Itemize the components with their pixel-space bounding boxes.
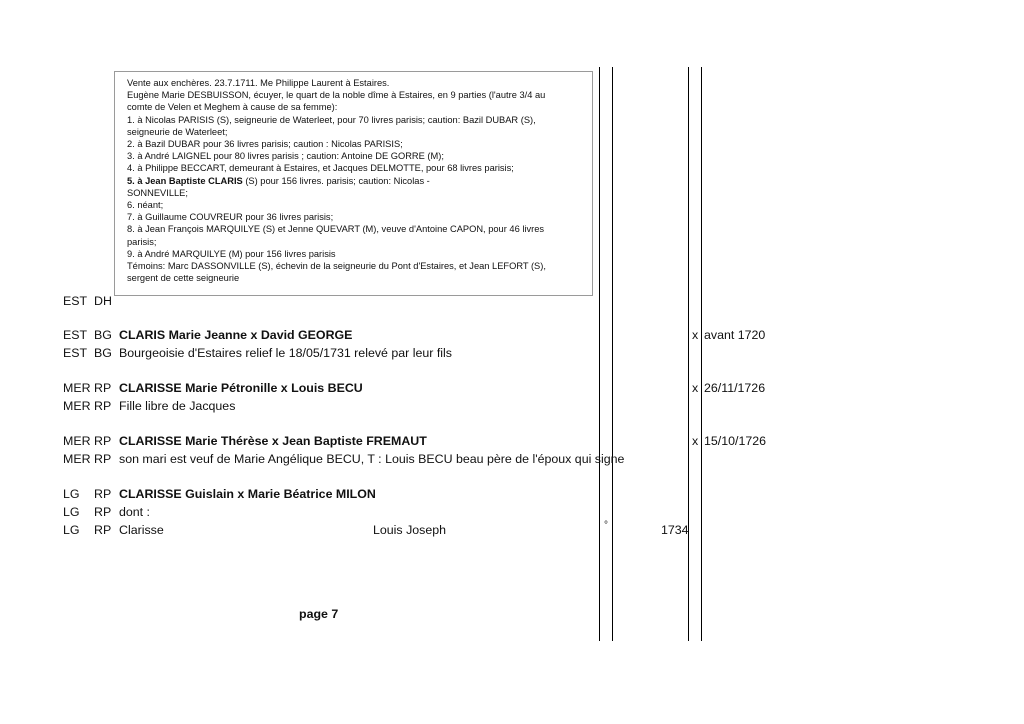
table-row bbox=[0, 397, 1024, 415]
note-line: 1. à Nicolas PARISIS (S), seigneurie de Waterleet, pour 70 livres parisis; caution: Bazil DUBAR (S), bbox=[127, 114, 536, 125]
note-line: comte de Velen et Meghem à cause de sa femme): bbox=[127, 102, 338, 113]
note-text: Fille libre de Jacques bbox=[119, 399, 236, 413]
table-row bbox=[0, 292, 1024, 310]
note-line: sergent de cette seigneurie bbox=[127, 273, 240, 284]
birth-mark: ° bbox=[604, 520, 608, 531]
place-code: LG bbox=[63, 487, 80, 501]
table-row bbox=[0, 344, 1024, 362]
source-code: BG bbox=[94, 346, 112, 360]
source-code: RP bbox=[94, 434, 112, 448]
place-code: LG bbox=[63, 505, 80, 519]
place-code: EST bbox=[63, 294, 88, 308]
place-code: EST bbox=[63, 346, 88, 360]
source-code: RP bbox=[94, 523, 112, 537]
source-code: BG bbox=[94, 328, 112, 342]
note-line: 3. à André LAIGNEL pour 80 livres parisis ; caution: Antoine DE GORRE (M); bbox=[127, 151, 444, 162]
marriage-mark: x bbox=[692, 434, 699, 448]
table-row bbox=[0, 521, 1024, 539]
note-line: 4. à Philippe BECCART, demeurant à Estaires, et Jacques DELMOTTE, pour 68 livres parisis; bbox=[127, 163, 514, 174]
person-name: CLARISSE Marie Pétronille x Louis BECU bbox=[119, 381, 363, 395]
table-row bbox=[0, 379, 1024, 397]
note-line: 9. à André MARQUILYE (M) pour 156 livres parisis bbox=[127, 248, 336, 259]
note-line-5-bold: 5. à Jean Baptiste CLARIS bbox=[127, 175, 243, 186]
note-line: parisis; bbox=[127, 236, 157, 247]
note-line: SONNEVILLE; bbox=[127, 187, 188, 198]
marriage-date: avant 1720 bbox=[704, 328, 766, 342]
person-name: CLARISSE Marie Thérèse x Jean Baptiste FREMAUT bbox=[119, 434, 427, 448]
note-text: dont : bbox=[119, 505, 151, 519]
note-line: 6. néant; bbox=[127, 200, 164, 211]
child-surname: Clarisse bbox=[119, 523, 164, 537]
note-line-5-rest: (S) pour 156 livres. parisis; caution: Nicolas - bbox=[242, 175, 430, 186]
place-code: EST bbox=[63, 328, 88, 342]
person-name: CLARIS Marie Jeanne x David GEORGE bbox=[119, 328, 353, 342]
note-line: Eugène Marie DESBUISSON, écuyer, le quart de la noble dîme à Estaires, en 9 parties (l'autre 3/4 au bbox=[127, 90, 546, 101]
note-line: 8. à Jean François MARQUILYE (S) et Jenne QUEVART (M), veuve d'Antoine CAPON, pour 46 livres bbox=[127, 224, 545, 235]
source-code: RP bbox=[94, 399, 112, 413]
comment-note bbox=[114, 71, 593, 296]
place-code: MER bbox=[63, 452, 91, 466]
note-line-5 bbox=[127, 175, 586, 187]
table-row bbox=[0, 503, 1024, 521]
note-text: son mari est veuf de Marie Angélique BECU, T : Louis BECU beau père de l'époux qui signe bbox=[119, 452, 625, 466]
note-text: Bourgeoisie d'Estaires relief le 18/05/1731 relevé par leur fils bbox=[119, 346, 452, 360]
marriage-date: 15/10/1726 bbox=[704, 434, 767, 448]
source-code: DH bbox=[94, 294, 112, 308]
note-line: Vente aux enchères. 23.7.1711. Me Philippe Laurent à Estaires. bbox=[127, 78, 390, 88]
note-line: 7. à Guillaume COUVREUR pour 36 livres parisis; bbox=[127, 212, 334, 223]
marriage-date: 26/11/1726 bbox=[704, 381, 766, 395]
source-code: RP bbox=[94, 505, 112, 519]
place-code: MER bbox=[63, 381, 91, 395]
note-line: 2. à Bazil DUBAR pour 36 livres parisis; caution : Nicolas PARISIS; bbox=[127, 139, 403, 150]
person-name: CLARISSE Guislain x Marie Béatrice MILON bbox=[119, 487, 376, 501]
source-code: RP bbox=[94, 487, 112, 501]
source-code: RP bbox=[94, 381, 112, 395]
note-line: seigneurie de Waterleet; bbox=[127, 126, 228, 137]
marriage-mark: x bbox=[692, 328, 699, 342]
table-row bbox=[0, 326, 1024, 344]
birth-year: 1734 bbox=[661, 523, 689, 537]
table-row bbox=[0, 450, 1024, 468]
table-row bbox=[0, 432, 1024, 450]
page-number: page 7 bbox=[299, 607, 339, 621]
child-first-names: Louis Joseph bbox=[373, 523, 447, 537]
place-code: MER bbox=[63, 434, 91, 448]
table-row bbox=[0, 485, 1024, 503]
place-code: LG bbox=[63, 523, 80, 537]
source-code: RP bbox=[94, 452, 112, 466]
marriage-mark: x bbox=[692, 381, 699, 395]
place-code: MER bbox=[63, 399, 91, 413]
note-line: Témoins: Marc DASSONVILLE (S), échevin de la seigneurie du Pont d'Estaires, et Jean LEFORT (S), bbox=[127, 261, 546, 272]
